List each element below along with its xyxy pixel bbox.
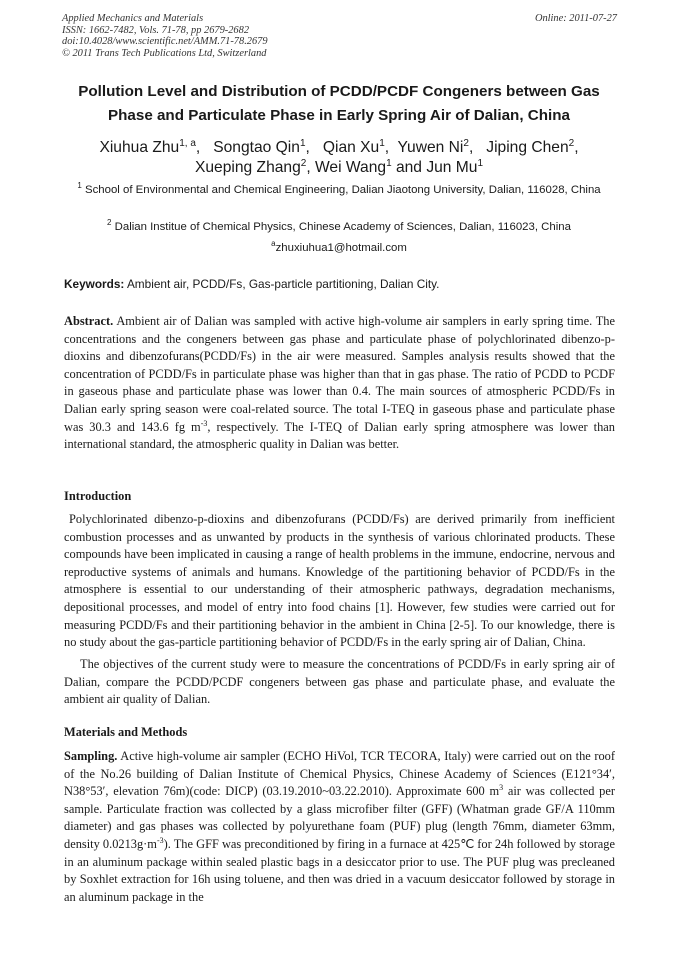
journal-copyright: © 2011 Trans Tech Publications Ltd, Switzerland <box>62 47 267 59</box>
abstract <box>64 313 615 454</box>
author-line-2 <box>40 158 638 178</box>
author-name: Songtao Qin <box>213 139 300 156</box>
author-name: Qian Xu <box>322 139 380 156</box>
abstract-label: Abstract. <box>64 314 114 328</box>
keywords-text: Ambient air, PCDD/Fs, Gas-particle partitioning, Dalian City. <box>124 277 440 291</box>
author-sep: , <box>468 139 487 156</box>
author-affil-sup: 1 <box>477 158 484 169</box>
journal-header <box>62 13 617 59</box>
author-affil-sup: 2 <box>463 138 469 149</box>
author-sep: , <box>195 139 214 156</box>
author-affil-sup: 2 <box>300 158 307 169</box>
title-line-2: Phase and Particulate Phase in Early Spring Air of Dalian, China <box>108 107 570 124</box>
author-affil-sup: 1 <box>299 138 306 149</box>
author-sep: , <box>305 139 323 156</box>
sampling-sup-2: -3 <box>156 835 164 845</box>
author-affil-sup: 2 <box>568 138 575 149</box>
affiliation-sup: 2 <box>107 218 112 227</box>
author-line-1 <box>40 138 638 158</box>
sampling-sup-1: 3 <box>499 783 504 793</box>
sampling-text-3: ). The GFF was preconditioned by firing in a furnace at 425℃ for 24h followed by storage in an aluminum package within sealed plastic bags in a desiccator prior to use. The PUF plug was precleaned by Soxhlet extraction for 16h using toluene, and then was dried in a vacuum desiccator followed by storage in an aluminum package in the <box>64 836 615 904</box>
author-sep: , <box>574 139 579 156</box>
email-sup: a <box>271 239 276 248</box>
author-affil-sup: 1, a <box>179 138 196 149</box>
sampling-label: Sampling. <box>64 749 118 763</box>
online-date: Online: 2011-07-27 <box>534 13 617 24</box>
abstract-text-end: , respectively. The I-TEQ of Dalian early spring atmosphere was lower than international standard, the atmospheric quality in Dalian was better. <box>64 419 616 452</box>
author-name: Jiping Chen <box>486 139 569 156</box>
author-email <box>40 240 638 257</box>
affiliation-text: Dalian Institue of Chemical Physics, Chinese Academy of Sciences, Dalian, 116023, China <box>114 221 571 233</box>
journal-name: Applied Mechanics and Materials <box>62 13 204 24</box>
keywords-label: Keywords: <box>64 277 125 291</box>
introduction-paragraph-1: Polychlorinated dibenzo-p-dioxins and dibenzofurans (PCDD/Fs) are derived primarily from inefficient combustion processes and as unwanted by products in the synthesis of various chlorinated products. These compounds have been implicated in causing a range of health problems in the immune, endocrine, nervous and reproductive systems of animals and humans. Knowledge of the partitioning behavior of PCDD/Fs in the atmosphere is essential to our understanding of their atmospheric pathways, degradation mechanisms, depositional processes, and model of entry into food chains [1]. However, few studies were carried out for measuring PCDD/Fs and their partitioning behavior in the ambient in China [2-5]. To our knowledge, there is no study about the gas-particle partitioning behavior of PCDD/Fs in the early spring air of Dalian, China. <box>64 512 615 650</box>
author-name: Xueping Zhang <box>194 159 301 176</box>
journal-doi: doi:10.4028/www.scientific.net/AMM.71-78.2679 <box>62 36 268 48</box>
author-sep: , <box>384 139 398 156</box>
introduction-paragraph-2: The objectives of the current study were to measure the concentrations of PCDD/Fs in early spring air of Dalian, compare the PCDD/PCDF congeners between gas phase and particulate phase, and evaluate the ambient air quality of Dalian. <box>64 657 615 707</box>
title-line-1: Pollution Level and Distribution of PCDD/PCDF Congeners between Gas <box>78 83 600 100</box>
affiliation-1 <box>40 182 638 199</box>
author-sep: , <box>306 159 315 176</box>
author-affil-sup: 1 <box>386 158 392 169</box>
introduction-heading: Introduction <box>64 489 132 503</box>
author-list <box>40 138 638 178</box>
paper-title <box>40 80 638 128</box>
author-name: Xiuhua Zhu <box>99 139 180 156</box>
keywords <box>64 276 615 294</box>
affiliation-sup: 1 <box>77 181 82 190</box>
sampling-text-2: air was collected per sample. Particulate fraction was collected by a glass microfiber filter (GFF) (Whatman grade GF/A 110mm diameter) and gas phases was collected by polyurethane foam (PUF) plug (length 76mm, diameter 63mm, density 0.0213g·m <box>64 784 615 851</box>
methods-heading: Materials and Methods <box>64 725 188 739</box>
author-name: Jun Mu <box>426 159 478 176</box>
author-name: Yuwen Ni <box>397 139 464 156</box>
author-name: Wei Wang <box>315 159 387 176</box>
journal-issn: ISSN: 1662-7482, Vols. 71-78, pp 2679-2682 <box>62 24 250 36</box>
sampling-paragraph <box>64 748 615 906</box>
abstract-text: Ambient air of Dalian was sampled with active high-volume air samplers in early spring time. The concentrations and the congeners between gas phase and particulate phase of polychlorinated dibenzo-p-dioxins and dibenzofurans(PCDD/Fs) in the air were measured. Samples analysis results showed that the concentration of PCDD/Fs in particulate phase was higher than that in gas phase. The ratio of PCDD to PCDF in gaseous phase and particulate phase was lower than 0.4. The main sources of atmospheric PCDD/Fs in Dalian early spring season were coal-related source. The total I-TEQ in gaseous phase and particulate phase was 30.3 and 143.6 fg m <box>64 314 615 434</box>
affiliation-text: School of Environmental and Chemical Engineering, Dalian Jiaotong University, Dalian, 116028, China <box>85 184 601 196</box>
sampling-text-1: Active high-volume air sampler (ECHO HiVol, TCR TECORA, Italy) were carried out on the roof of the No.26 building of Dalian Institute of Chemical Physics, Chinese Academy of Sciences (E121°34′, N38°53′, elevation 76m)(code: DICP) (03.19.2010~03.22.2010). Approximate 600 m <box>64 749 615 799</box>
affiliation-2 <box>40 219 638 236</box>
email-text[interactable]: zhuxiuhua1@hotmail.com <box>275 242 407 254</box>
author-affil-sup: 1 <box>379 138 385 149</box>
abstract-sup: -3 <box>200 418 208 428</box>
author-sep: and <box>391 159 427 176</box>
